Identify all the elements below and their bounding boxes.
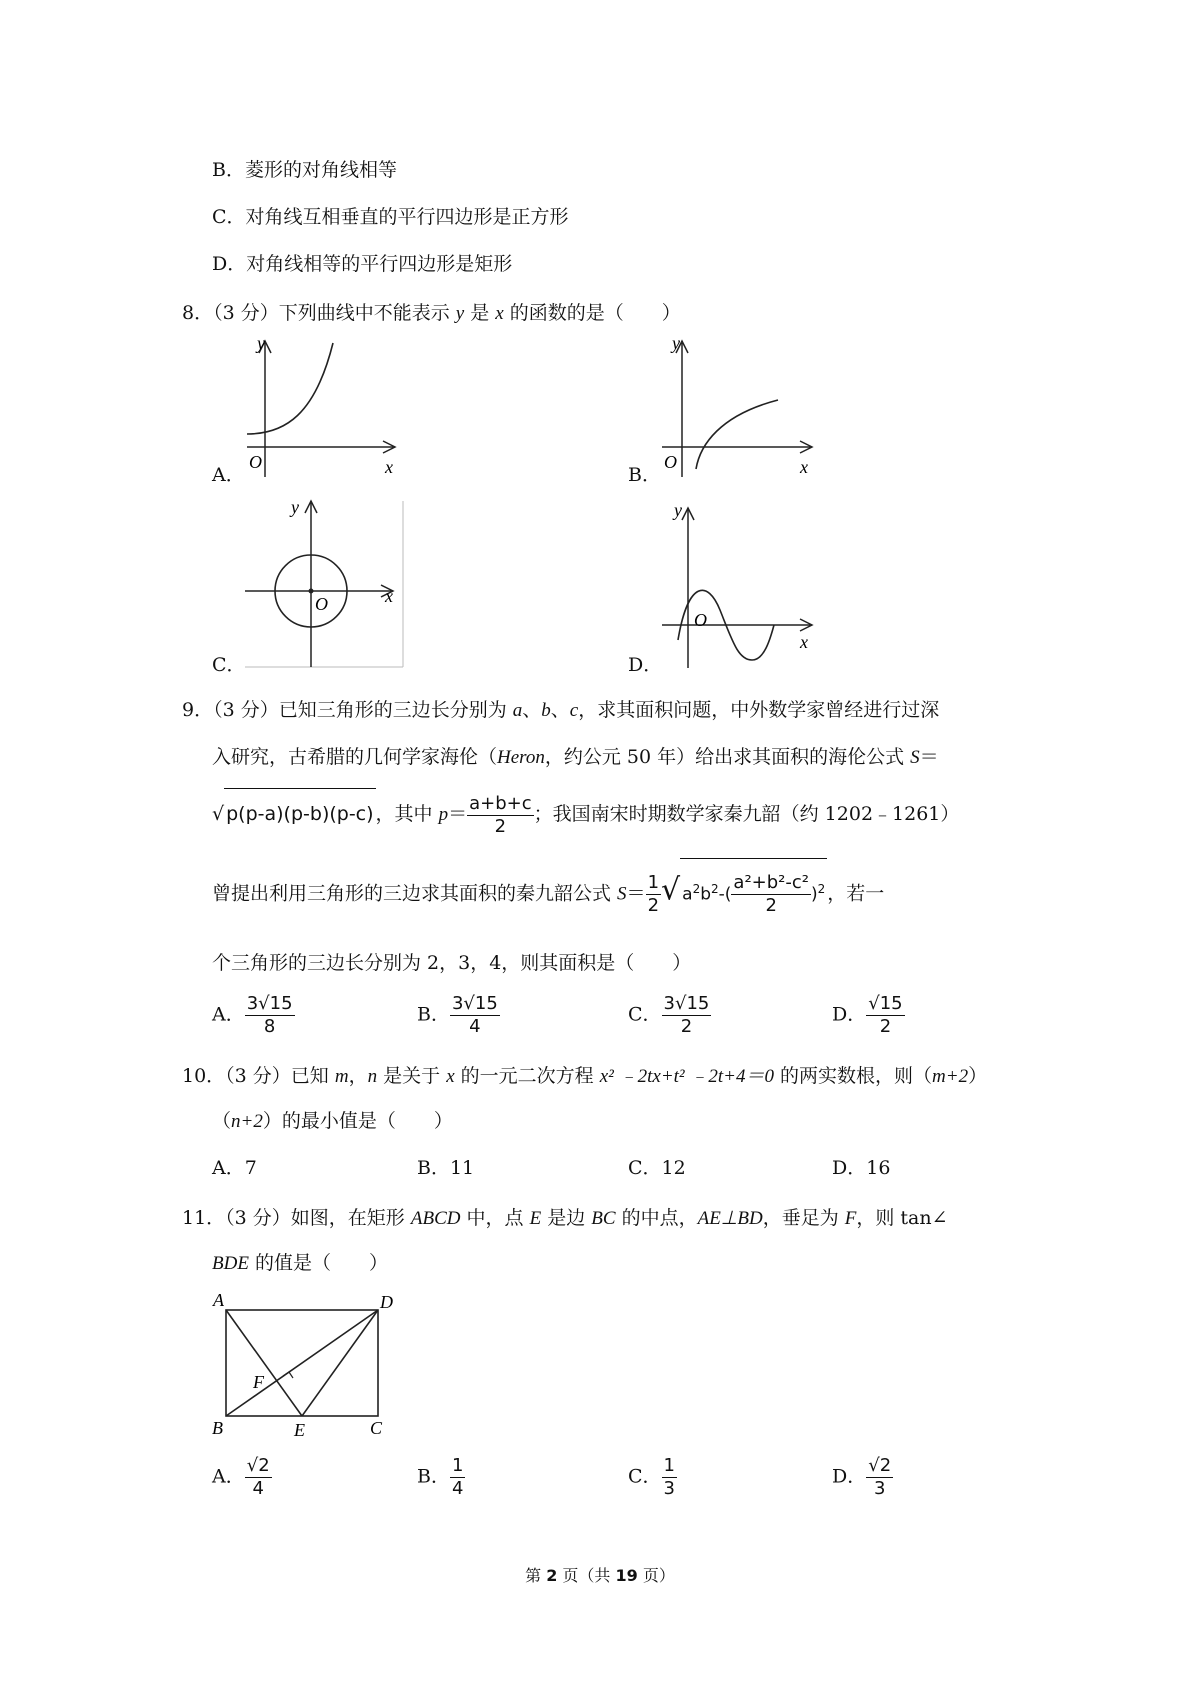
q11-line-2: BDE 的值是（ ） bbox=[212, 1252, 388, 1274]
q9-option-a: A． $\frac{3√15}{8}$ bbox=[212, 993, 293, 1037]
fig-label-a: A bbox=[213, 1290, 224, 1310]
q9-option-c: C． $\frac{3√15}{2}$ bbox=[628, 993, 710, 1037]
q10-line-2: （n+2）的最小值是（ ） bbox=[212, 1110, 453, 1132]
q8-graph-c bbox=[243, 495, 408, 670]
q10-option-a: A．7 bbox=[212, 1157, 257, 1179]
q8b-origin-label: O bbox=[664, 452, 677, 472]
q8d-origin-label: O bbox=[694, 610, 707, 630]
fig-label-e: E bbox=[294, 1420, 305, 1438]
q9-option-d: D． $\frac{√15}{2}$ bbox=[832, 993, 903, 1037]
q8a-y-label: y bbox=[257, 335, 265, 353]
q9-line-1: 9．（3 分）已知三角形的三边长分别为 a、b、c，求其面积问题，中外数学家曾经进行过深 bbox=[182, 699, 940, 721]
q11-option-d: D． $\frac{√2}{3}$ bbox=[832, 1455, 892, 1499]
q7-option-c: C．对角线互相垂直的平行四边形是正方形 bbox=[212, 206, 569, 228]
qin-formula: $a^2b^2-$( $\frac{\text{a²+b²-c²}}{2}$ )$^2$ bbox=[680, 858, 827, 925]
q8a-origin-label: O bbox=[249, 452, 262, 472]
heron-radical: √ bbox=[212, 803, 225, 825]
q11-figure bbox=[210, 1288, 400, 1438]
fig-label-d: D bbox=[380, 1292, 393, 1312]
heron-formula: p(p-a)(p-b)(p-c) bbox=[224, 788, 375, 839]
q8d-y-label: y bbox=[674, 500, 682, 520]
fig-label-b: B bbox=[212, 1418, 223, 1438]
q10-option-b: B．11 bbox=[417, 1157, 475, 1179]
q8c-x-label: x bbox=[385, 586, 393, 606]
q11-option-b: B． $\frac{1}{4}$ bbox=[417, 1455, 464, 1499]
half-fraction: $\frac{1}{2}$ bbox=[647, 872, 660, 917]
q8-option-d-label: D． bbox=[628, 654, 663, 676]
q8-option-c-label: C． bbox=[212, 654, 246, 676]
q9-line-2: 入研究，古希腊的几何学家海伦（Heron，约公元 50 年）给出求其面积的海伦公式 S＝ bbox=[212, 746, 939, 768]
q8d-x-label: x bbox=[800, 632, 808, 652]
q10-line-1: 10．（3 分）已知 m，n 是关于 x 的一元二次方程 x² ﹣2tx+t² ﹣2t+4＝0 的两实数根，则（m+2） bbox=[182, 1065, 988, 1087]
q8-stem: 8．（3 分）下列曲线中不能表示 y 是 x 的函数的是（ ） bbox=[182, 302, 681, 324]
fig-label-c: C bbox=[370, 1418, 383, 1438]
q8c-y-label: y bbox=[291, 497, 299, 517]
q8-option-b-label: B． bbox=[628, 464, 661, 486]
q9-option-b: B． $\frac{3√15}{4}$ bbox=[417, 993, 498, 1037]
q8b-y-label: y bbox=[672, 335, 680, 353]
q10-equation: x² ﹣2tx+t² ﹣2t+4＝0 bbox=[599, 1066, 774, 1087]
q8-option-a-label: A． bbox=[212, 464, 245, 486]
q10-option-c: C．12 bbox=[628, 1157, 686, 1179]
q8-graph-a bbox=[245, 335, 405, 480]
page-number: 2 bbox=[546, 1566, 558, 1585]
page-total: 19 bbox=[615, 1566, 638, 1585]
q7-option-d: D．对角线相等的平行四边形是矩形 bbox=[212, 253, 513, 275]
p-fraction: $\frac{a+b+c}{2}$ bbox=[469, 792, 532, 837]
fig-label-f: F bbox=[253, 1372, 264, 1392]
q8-graph-b bbox=[660, 335, 820, 480]
q7-option-b: B．菱形的对角线相等 bbox=[212, 159, 397, 181]
q8a-x-label: x bbox=[385, 457, 393, 477]
q11-line-1: 11．（3 分）如图，在矩形 ABCD 中，点 E 是边 BC 的中点，AE⊥BD，垂足为 F，则 tan∠ bbox=[182, 1207, 948, 1229]
q11-option-a: A． $\frac{√2}{4}$ bbox=[212, 1455, 270, 1499]
q9-line-3: √ p(p-a)(p-b)(p-c) ，其中 p＝ $\frac{a+b+c}{2}$ ；我国南宋时期数学家秦九韶（约 1202﹣1261） bbox=[212, 788, 959, 840]
page-footer: 第 2 页（共 19 页） bbox=[525, 1566, 675, 1585]
q8-graph-d bbox=[660, 500, 820, 670]
q9-line-5: 个三角形的三边长分别为 2，3，4，则其面积是（ ） bbox=[212, 952, 692, 974]
q8b-x-label: x bbox=[800, 457, 808, 477]
q11-option-c: C． $\frac{1}{3}$ bbox=[628, 1455, 675, 1499]
q8c-origin-label: O bbox=[315, 594, 328, 614]
q10-option-d: D．16 bbox=[832, 1157, 891, 1179]
q9-line-4: 曾提出利用三角形的三边求其面积的秦九韶公式 S＝ $\frac{1}{2}$ √ $a^2b^2-$( $\frac{\text{a²+b²-c²}}{2}$ )$^2$ ，若一 bbox=[212, 858, 884, 925]
